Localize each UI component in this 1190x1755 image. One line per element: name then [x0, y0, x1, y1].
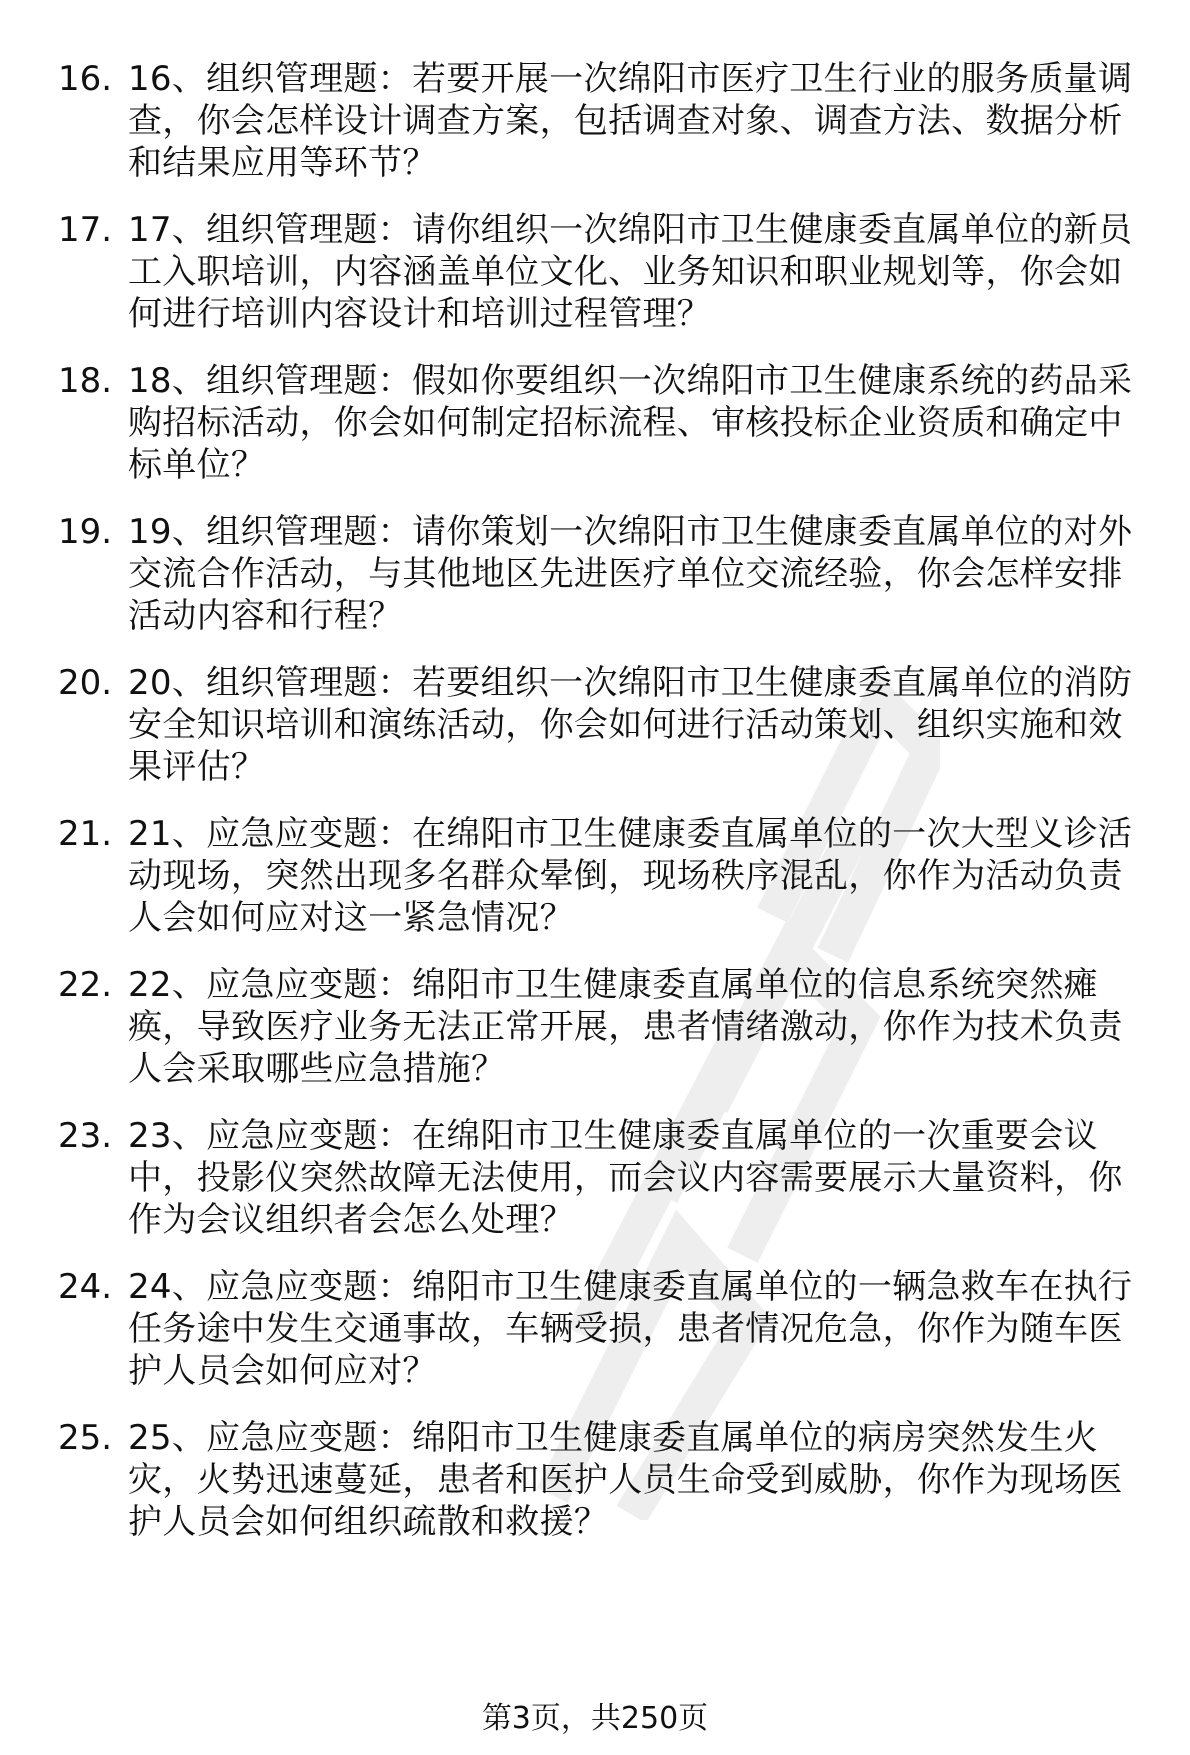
question-text: 24、应急应变题：绵阳市卫生健康委直属单位的一辆急救车在执行任务途中发生交通事故，车辆受损，患者情况危急，你作为随车医护人员会如何应对？	[128, 1267, 1133, 1391]
question-item	[58, 813, 1150, 939]
question-text: 23、应急应变题：在绵阳市卫生健康委直属单位的一次重要会议中，投影仪突然故障无法使用，而会议内容需要展示大量资料，你作为会议组织者会怎么处理？	[128, 1116, 1123, 1240]
question-number: 18.	[58, 361, 113, 401]
question-text: 22、应急应变题：绵阳市卫生健康委直属单位的信息系统突然瘫痪，导致医疗业务无法正常开展，患者情绪激动，你作为技术负责人会采取哪些应急措施？	[128, 965, 1123, 1089]
question-number: 25.	[58, 1418, 113, 1458]
question-text: 25、应急应变题：绵阳市卫生健康委直属单位的病房突然发生火灾，火势迅速蔓延，患者和医护人员生命受到威胁，你作为现场医护人员会如何组织疏散和救援？	[128, 1418, 1123, 1542]
question-number: 17.	[58, 210, 113, 250]
question-list	[58, 58, 1150, 1568]
question-number: 24.	[58, 1267, 113, 1307]
question-number: 16.	[58, 59, 113, 99]
question-text: 20、组织管理题：若要组织一次绵阳市卫生健康委直属单位的消防安全知识培训和演练活动，你会如何进行活动策划、组织实施和效果评估？	[128, 663, 1133, 787]
question-item	[58, 1417, 1150, 1543]
question-number: 21.	[58, 814, 113, 854]
question-item	[58, 1266, 1150, 1392]
question-number: 19.	[58, 512, 113, 552]
question-text: 16、组织管理题：若要开展一次绵阳市医疗卫生行业的服务质量调查，你会怎样设计调查方案，包括调查对象、调查方法、数据分析和结果应用等环节？	[128, 59, 1133, 183]
question-item	[58, 360, 1150, 486]
question-item	[58, 662, 1150, 788]
question-text: 18、组织管理题：假如你要组织一次绵阳市卫生健康系统的药品采购招标活动，你会如何制定招标流程、审核投标企业资质和确定中标单位？	[128, 361, 1133, 485]
question-item	[58, 964, 1150, 1090]
question-number: 23.	[58, 1116, 113, 1156]
question-text: 19、组织管理题：请你策划一次绵阳市卫生健康委直属单位的对外交流合作活动，与其他地区先进医疗单位交流经验，你会怎样安排活动内容和行程？	[128, 512, 1133, 636]
question-text: 21、应急应变题：在绵阳市卫生健康委直属单位的一次大型义诊活动现场，突然出现多名群众晕倒，现场秩序混乱，你作为活动负责人会如何应对这一紧急情况？	[128, 814, 1133, 938]
question-item	[58, 58, 1150, 184]
question-number: 22.	[58, 965, 113, 1005]
question-text: 17、组织管理题：请你组织一次绵阳市卫生健康委直属单位的新员工入职培训，内容涵盖单位文化、业务知识和职业规划等，你会如何进行培训内容设计和培训过程管理？	[128, 210, 1133, 334]
page-footer	[0, 1700, 1190, 1738]
question-item	[58, 511, 1150, 637]
question-number: 20.	[58, 663, 113, 703]
question-item	[58, 209, 1150, 335]
page-number-label: 第3页，共250页	[481, 1701, 709, 1736]
question-item	[58, 1115, 1150, 1241]
